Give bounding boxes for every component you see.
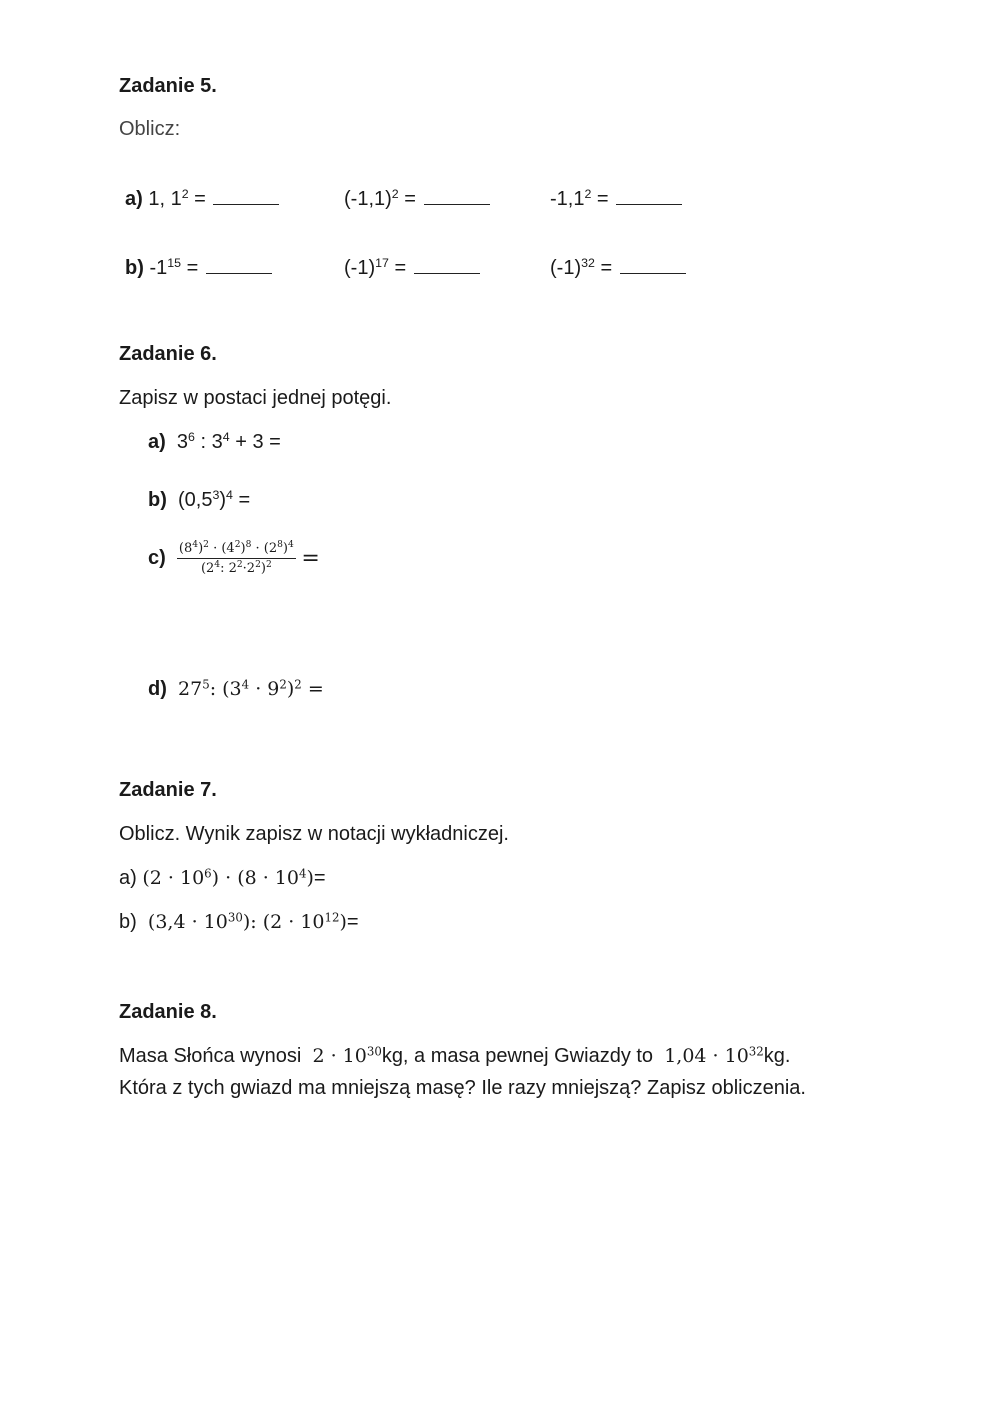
task-5a-label: a) [125, 188, 143, 210]
task-5-title: Zadanie 5. [119, 75, 217, 97]
task-8-text: Masa Słońca wynosi [119, 1045, 302, 1067]
task-8-title: Zadanie 8. [119, 1001, 217, 1023]
task-5b-3-base: (-1) [550, 257, 582, 279]
answer-blank[interactable] [620, 259, 686, 274]
task-8-line-2: Która z tych gwiazd ma mniejszą masę? Ile razy mniejszą? Zapisz obliczenia. [119, 1077, 806, 1099]
task-5a-1-exp: 2 [181, 187, 189, 202]
task-7-title: Zadanie 7. [119, 779, 217, 801]
equals-sign: = [188, 188, 206, 210]
task-5b-item-2 [344, 257, 480, 280]
task-7-instruction: Oblicz. Wynik zapisz w notacji wykładniczej. [119, 823, 509, 845]
task-7b: b) $(3,4 \cdot 10^{30})$: $(2 \cdot 10^{12})=$ [119, 910, 359, 933]
task-7a: a) $(2 \cdot 10^6) \cdot (8 \cdot 10^4)=$ [119, 866, 326, 889]
task-5b-3-exp: 32 [581, 256, 595, 271]
task-6c [148, 541, 320, 576]
answer-blank[interactable] [424, 190, 490, 205]
equals-sign: = [388, 257, 407, 279]
task-5a-1-base: 1, 1 [142, 188, 182, 210]
task-5a-item-3 [550, 188, 682, 211]
task-5a-3-exp: 2 [584, 187, 592, 202]
equals-sign: = [591, 188, 609, 210]
task-8-unit-2: kg. [763, 1045, 791, 1067]
task-5b-1-exp: 15 [167, 256, 182, 271]
task-6a-label: a) [148, 431, 166, 453]
answer-blank[interactable] [414, 259, 480, 274]
task-6-instruction: Zapisz w postaci jednej potęgi. [119, 387, 392, 409]
task-8-unit: kg, a masa pewnej Gwiazdy to [381, 1045, 654, 1067]
equals-sign: = [301, 546, 320, 571]
task-6b-label: b) [148, 489, 167, 511]
equals-sign: = [398, 188, 416, 210]
task-5b-2-base: (-1) [344, 257, 376, 279]
answer-blank[interactable] [616, 190, 682, 205]
task-6-title: Zadanie 6. [119, 343, 217, 365]
task-5b-2-exp: 17 [375, 256, 389, 271]
task-5a-2-exp: 2 [391, 187, 399, 202]
task-6b: b) $(0,5^3)^4$ = [148, 488, 251, 511]
task-5a-2-base: (-1,1) [344, 188, 392, 210]
task-5a-item-1 [125, 188, 279, 211]
equals-sign: = [594, 257, 613, 279]
answer-blank[interactable] [213, 190, 279, 205]
task-7b-label: b) [119, 911, 137, 933]
equals-sign: = [181, 257, 199, 279]
task-6a: a) $3^6$ : $3^4 + 3$ = [148, 430, 281, 453]
task-8-line-1: Masa Słońca wynosi $2 \cdot 10^{30}kg$, a masa pewnej Gwiazdy to $1,04 \cdot 10^{32}kg$. [119, 1044, 791, 1067]
task-6d: d) $27^5$: $(3^4 \cdot 9^2)^2$ = [148, 677, 324, 700]
task-6d-label: d) [148, 678, 167, 700]
fraction: $\frac{(8^4)^2 \cdot (4^2)^8 \cdot (2^8)^4}{(2^4: 2^2\cdot 2^2)^2}$ [178, 540, 294, 576]
task-6c-label: c) [148, 547, 166, 569]
task-5-instruction: Oblicz: [119, 118, 181, 140]
task-5b-item-3 [550, 257, 686, 280]
task-5b-item-1 [125, 257, 272, 280]
task-5a-3-base: -1,1 [550, 188, 585, 210]
task-7a-label: a) [119, 867, 137, 889]
answer-blank[interactable] [206, 259, 272, 274]
task-5a-item-2 [344, 188, 490, 211]
task-5b-1-base: -1 [143, 257, 168, 279]
task-5b-label: b) [125, 257, 144, 279]
